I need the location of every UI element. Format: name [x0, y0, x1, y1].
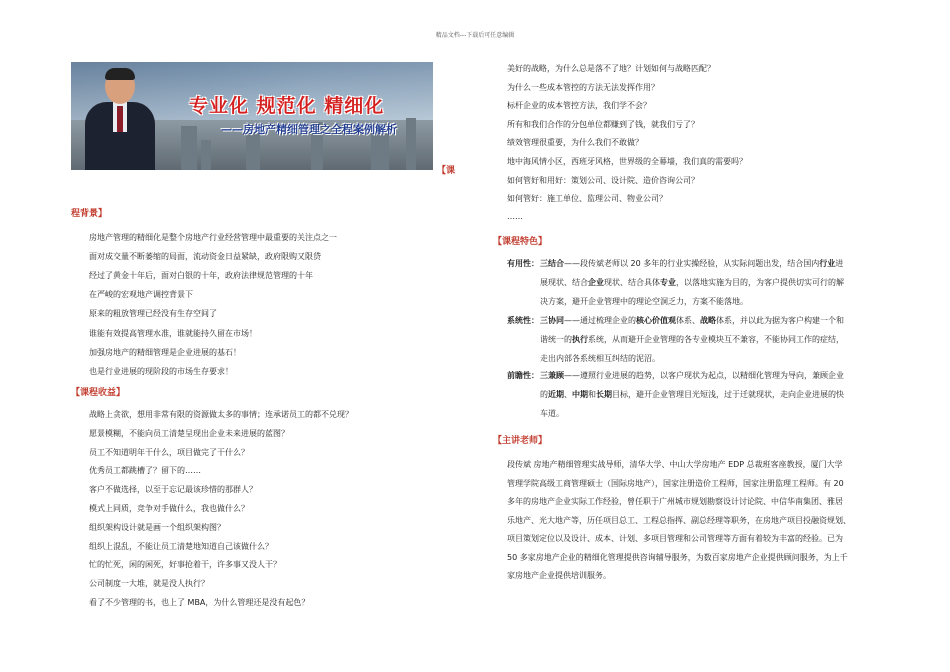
feature-line: 走出内部各系统相互纠结的泥沼。: [540, 354, 660, 363]
benefit-line: 组织架构设计就是画一个组织架构图？: [89, 522, 225, 532]
benefit-line: 如何管好和用好：策划公司、设计院、造价咨询公司？: [507, 175, 699, 185]
teacher-bio-line: 多年的房地产企业实际工作经验，曾任职于广州城市规划勘察设计讨论院、中信华南集团、雅居: [507, 497, 843, 506]
benefit-line: 地中海风情小区，西班牙风格，世界级的全幕墙，我们真的需要吗？: [507, 157, 747, 166]
background-line: 经过了黄金十年后，面对白银的十年，政府法律规范管理的十年: [89, 271, 313, 281]
background-line: 房地产管理的精细化是整个房地产行业经营管理中最重要的关注点之一: [89, 233, 337, 242]
benefit-line: 为什么一些成本管控的方法无法发挥作用？: [507, 82, 659, 92]
course-banner-image: [71, 62, 433, 170]
benefit-line: 所有和我们合作的分包单位都赚到了钱，就我们亏了？: [507, 119, 699, 129]
feature-line: 三结合——段传斌老师以 20 多年的行业实操经验，从实际问题出发，结合国内行业进: [540, 259, 844, 268]
benefit-line: 美好的战略，为什么总是落不了地？计划如何与战略匹配？: [507, 64, 715, 73]
benefits-heading: 【课程收益】: [71, 388, 126, 398]
feature-line: 的近期、中期和长期目标，避开企业管理目光短浅，过于迁就现状，走向企业进展的快: [540, 390, 844, 399]
benefit-line: 忙的忙死，闲的闲死，好事抢着干，许多事又没人干？: [89, 560, 281, 570]
benefit-line: 优秀员工都跳槽了？留下的……: [89, 466, 201, 476]
teacher-heading: 【主讲老师】: [493, 436, 548, 446]
benefit-line: 模式上同质，竞争对手做什么，我也做什么？: [89, 504, 249, 513]
benefit-line: 公司制度一大堆，就是没人执行？: [89, 579, 209, 589]
feature-line: 谐统一的执行系统，从而避开企业管理的各专业模块互不兼容，不能协同工作的症结，: [540, 335, 844, 344]
background-line: 谁能有效提高管理水准，谁就能持久留在市场！: [89, 328, 257, 338]
background-heading-part1: 【课: [437, 166, 456, 176]
teacher-bio-line: 家房地产企业提供培训服务。: [507, 571, 611, 580]
benefit-line: 愿景模糊，不能向员工清楚呈现出企业未来进展的蓝图？: [89, 428, 289, 438]
feature-line: 决方案，避开企业管理中的理论空洞乏力，方案不能落地。: [540, 297, 748, 306]
feature-line: 展现状、结合企业现状、结合具体专业，以落地实施为目的，为客户提供切实可行的解: [540, 278, 844, 287]
teacher-bio-line: 管理学院高级工商管理硕士（国际房地产），国家注册造价工程师，国家注册监理工程师。有 20: [507, 478, 844, 488]
banner-title-main: 专业化 规范化 精细化: [189, 95, 385, 117]
teacher-bio-line: 段传斌 房地产精细管理实战导师，清华大学、中山大学房地产 EDP 总裁班客座教授，厦门大学: [507, 460, 843, 469]
background-line: 也是行业进展的现阶段的市场生存要求！: [89, 366, 233, 376]
banner-title-sub: ——房地产精细管理之全程案例解析: [221, 123, 397, 136]
background-line: 面对成交量不断萎缩的局面，流动资金日益紧缺，政府限购又限贷: [89, 252, 321, 262]
feature-line: 三协同——通过梳理企业的核心价值观体系、战略体系，并以此为据为客户构建一个和: [540, 316, 844, 325]
feature-line: 车道。: [540, 409, 564, 418]
teacher-bio-line: 项目策划定位以及设计、成本、计划、多项目管理和公司管理等方面有着较为丰富的经验。已为: [507, 534, 843, 543]
feature-label: 有用性：: [507, 259, 539, 268]
background-heading-part2: 程背景】: [71, 209, 108, 219]
header-note: 精品文档---下载后可任意编辑: [435, 32, 515, 39]
banner-building: [181, 126, 197, 170]
benefit-line: 组织上混乱，不能让员工清楚地知道自己该做什么？: [89, 541, 273, 551]
benefit-line: 客户不做选择，以至于忘记最该珍惜的那群人？: [89, 485, 257, 495]
benefit-line: 如何管好：施工单位、监理公司、物业公司？: [507, 194, 667, 204]
benefit-line: 战略上贪欲，想用非常有限的资源做太多的事情；连承诺员工的都不兑现？: [89, 410, 353, 419]
benefit-line: 绩效管理很重要，为什么我们不敢做？: [507, 138, 643, 148]
presenter-photo: [85, 68, 155, 170]
benefit-line: ……: [507, 211, 523, 221]
feature-label: 系统性：: [507, 316, 539, 325]
teacher-bio-line: 乐地产、光大地产等，历任项目总工、工程总指挥、副总经理等职务，在房地产项目投融资规划、: [507, 515, 851, 525]
banner-building: [406, 118, 416, 170]
feature-label: 前瞻性：: [507, 371, 539, 380]
benefit-line: 员工不知道明年干什么，项目做完了干什么？: [89, 447, 249, 457]
feature-line: 三兼顾——遵照行业进展的趋势，以客户现状为起点，以精细化管理为导向，兼顾企业: [540, 371, 844, 380]
background-line: 加强房地产的精细管理是企业进展的基石！: [89, 347, 241, 357]
background-line: 在严峻的宏观地产调控背景下: [89, 290, 193, 300]
features-heading: 【课程特色】: [493, 237, 548, 247]
presenter-tie: [117, 106, 123, 132]
background-line: 原来的粗放管理已经没有生存空间了: [89, 309, 217, 319]
presenter-hair: [105, 68, 135, 80]
banner-building: [201, 140, 211, 170]
banner-building: [246, 132, 260, 170]
teacher-bio-line: 50 多家房地产企业的精细化管理提供咨询辅导服务，为数百家房地产企业提供顾问服务，为上千: [507, 552, 848, 562]
benefit-line: 标杆企业的成本管控方法，我们学不会？: [507, 101, 651, 111]
banner-building: [371, 134, 389, 170]
benefit-line: 看了不少管理的书，也上了 MBA，为什么管理还是没有起色？: [89, 598, 310, 607]
